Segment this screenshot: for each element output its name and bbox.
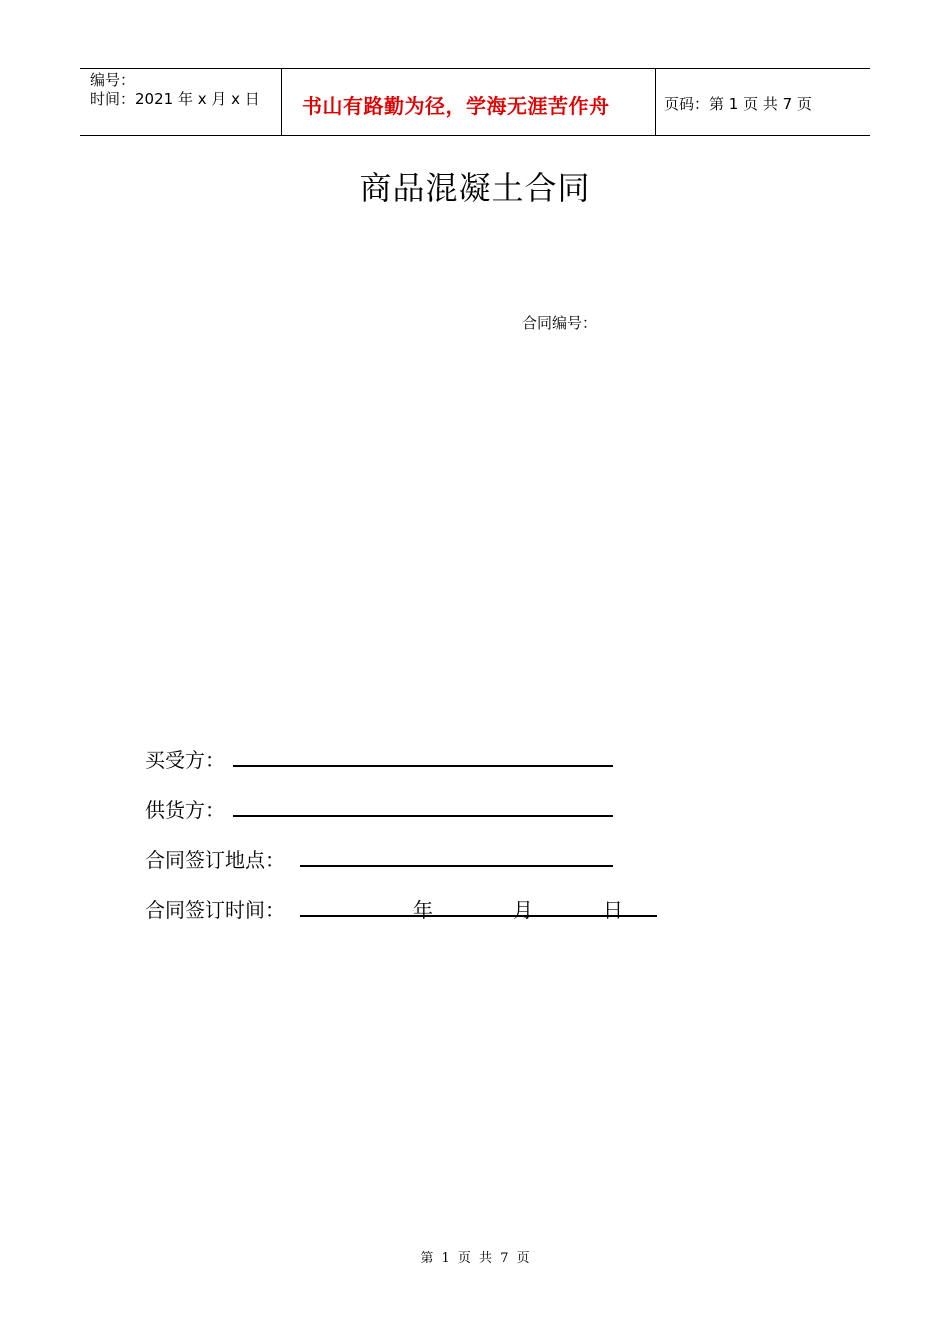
header-motto-cell: [281, 69, 656, 135]
header-time-label: 时间：2021 年 x 月 x 日: [90, 90, 260, 108]
supplier-label: 供货方：: [145, 798, 225, 822]
header-number-label: 编号：: [90, 71, 136, 89]
time-label: 合同签订时间：: [145, 898, 285, 922]
header-motto: 书山有路勤为径，学海无涯苦作舟: [302, 94, 610, 118]
page-footer: 第 1 页 共 7 页: [420, 1251, 530, 1266]
document-title: 商品混凝土合同: [359, 169, 591, 207]
buyer-line: [233, 765, 613, 767]
page-header: [80, 68, 870, 136]
buyer-label: 买受方：: [145, 748, 225, 772]
day-label: 日: [603, 898, 623, 922]
contract-number-label: 合同编号：: [522, 314, 598, 332]
month-label: 月: [513, 898, 533, 922]
place-line: [300, 865, 613, 867]
supplier-line: [233, 815, 613, 817]
year-label: 年: [413, 898, 433, 922]
place-label: 合同签订地点：: [145, 848, 285, 872]
header-meta: [90, 71, 260, 109]
header-page-info: 页码：第 1 页 共 7 页: [664, 95, 812, 113]
